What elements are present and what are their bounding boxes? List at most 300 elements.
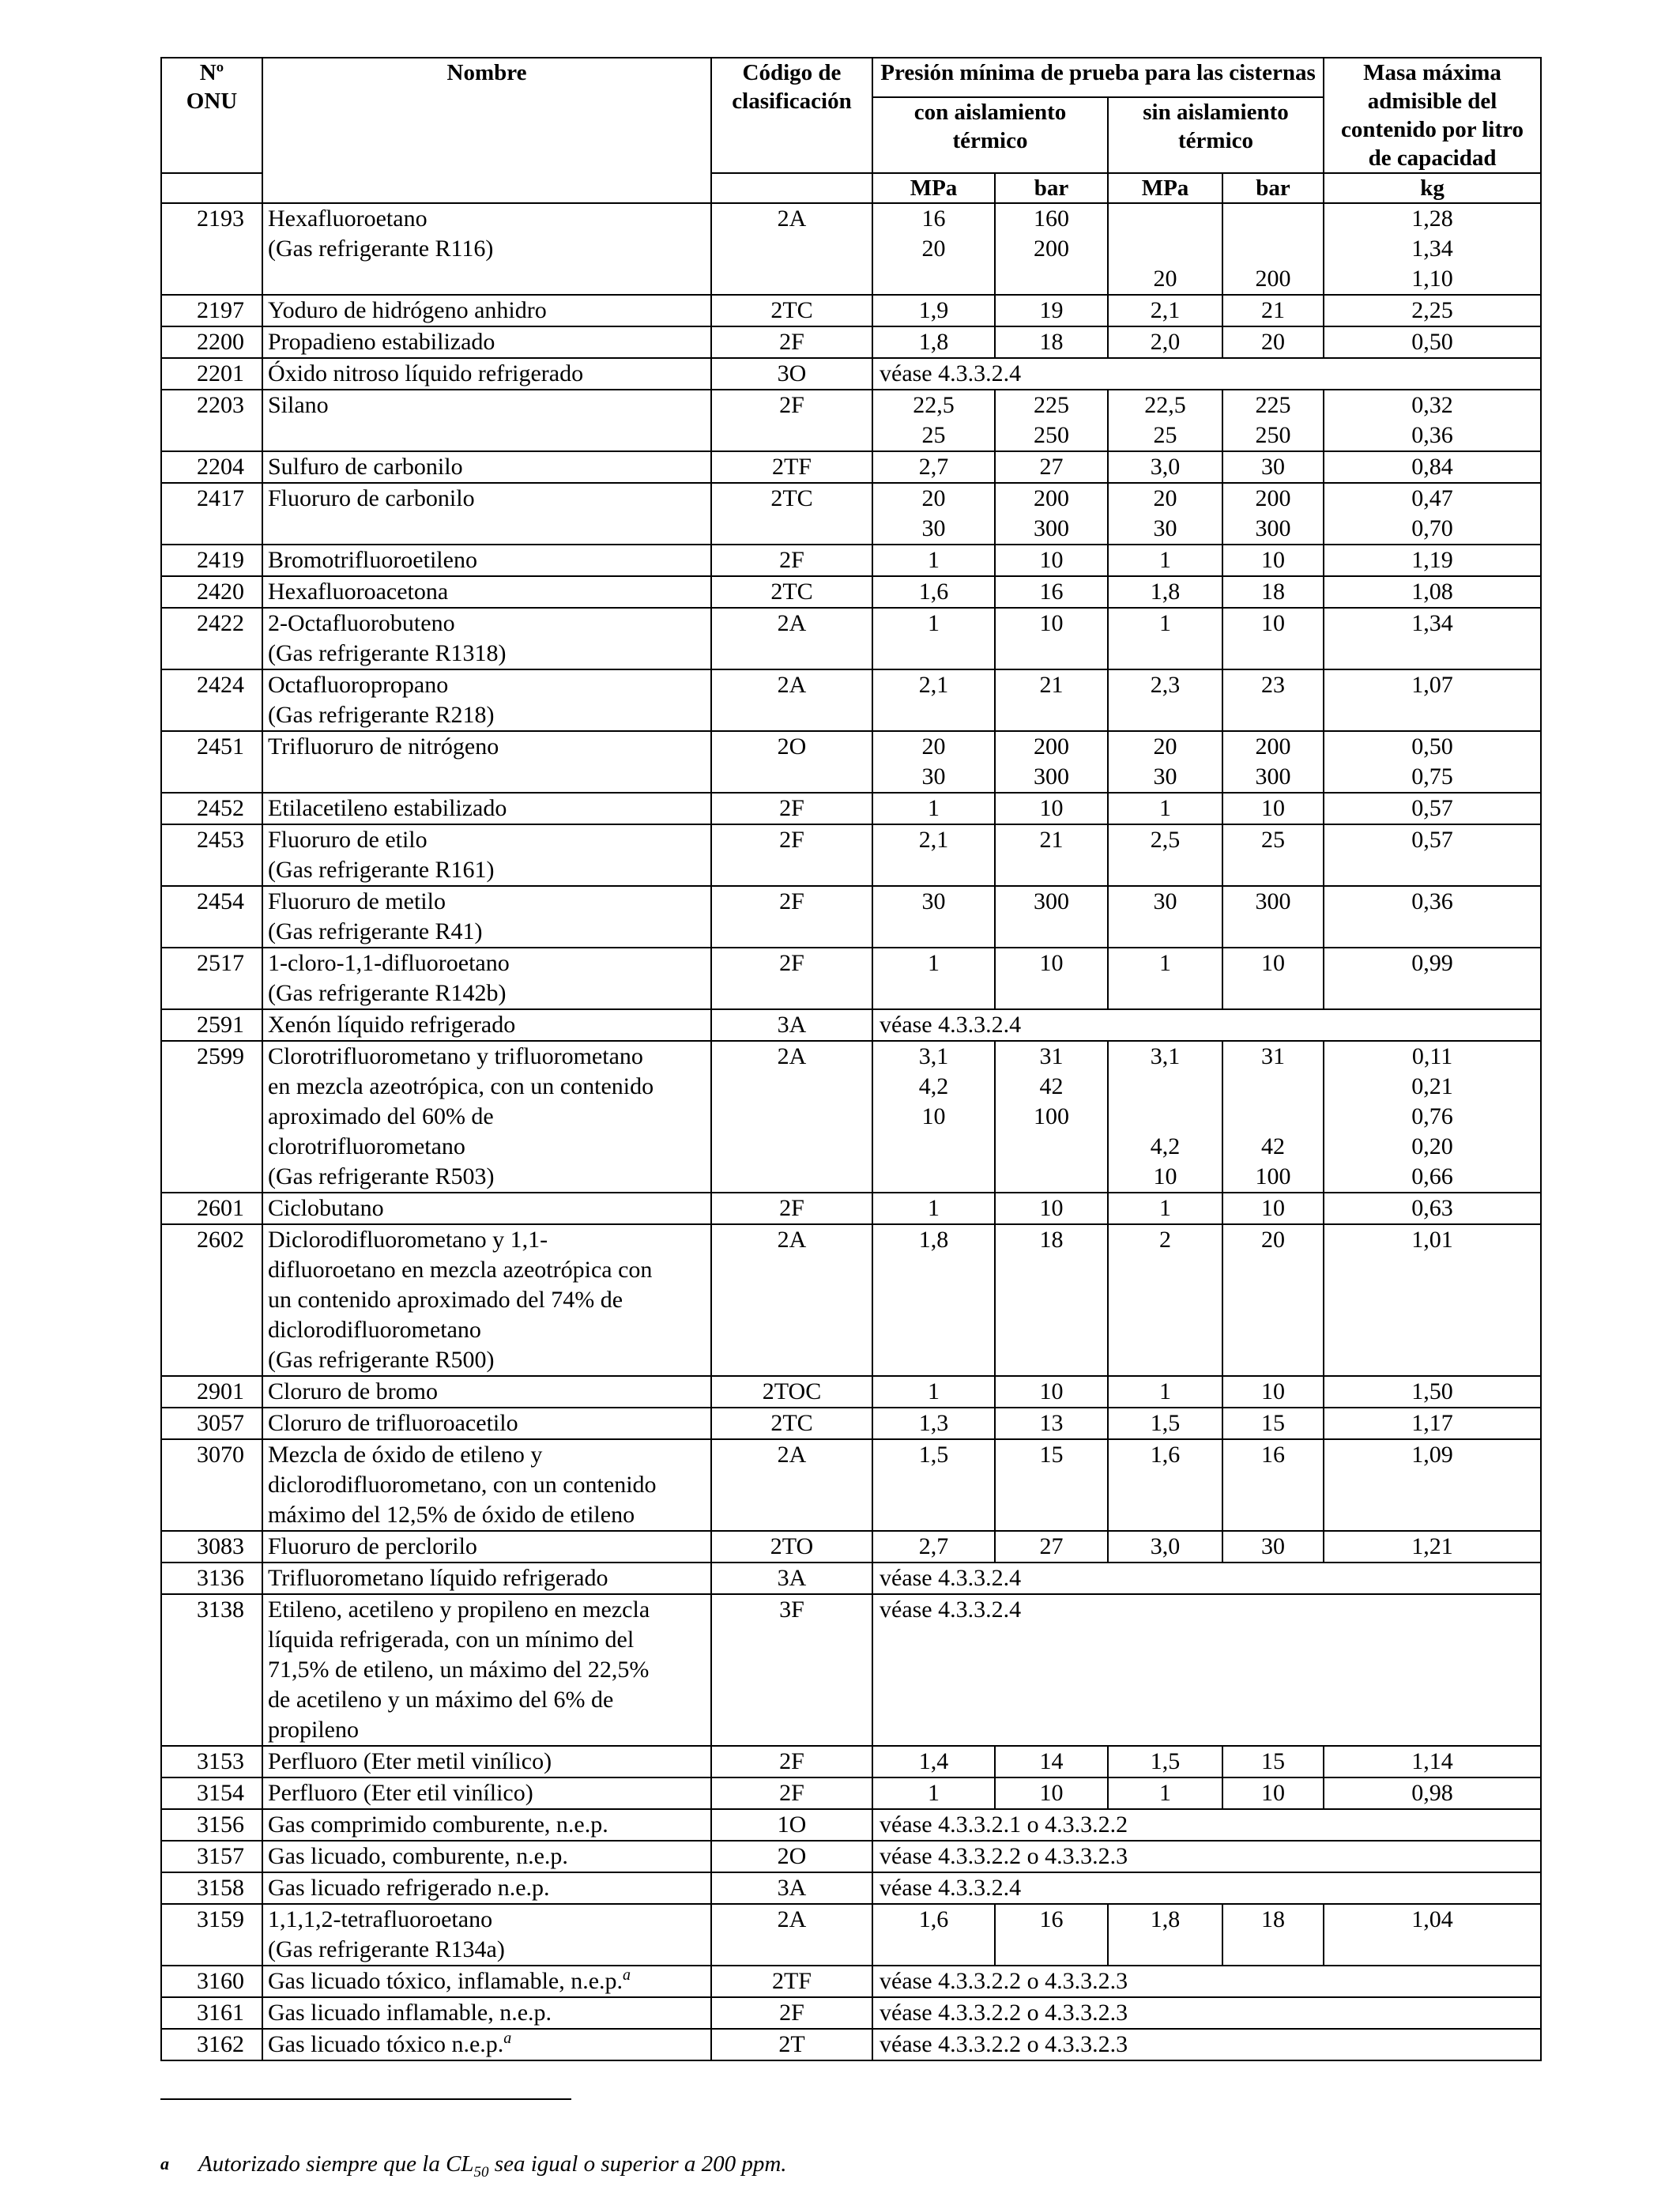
cell-con-bar: 300: [995, 886, 1108, 948]
cell-onu: 3162: [161, 2029, 262, 2060]
nombre-text: Gas licuado inflamable, n.e.p.: [268, 2000, 552, 2026]
header-nombre: Nombre: [262, 58, 711, 203]
header-sin-mpa: MPa: [1108, 173, 1222, 203]
cell-con-bar: 10: [995, 608, 1108, 669]
footnote-text-after: sea igual o superior a 200 ppm.: [488, 2151, 787, 2177]
nombre-text: Yoduro de hidrógeno anhidro: [268, 297, 547, 323]
cell-sin-bar: 10: [1222, 545, 1324, 576]
cell-reference: véase 4.3.3.2.1 o 4.3.3.2.2: [872, 1809, 1541, 1841]
table-row: [161, 295, 1541, 326]
cell-sin-mpa: 22,5 25: [1108, 390, 1222, 451]
footnote-subscript: 50: [473, 2163, 489, 2181]
cell-onu: 3083: [161, 1531, 262, 1563]
cell-sin-mpa: 20 30: [1108, 731, 1222, 793]
cell-reference: véase 4.3.3.2.2 o 4.3.3.2.3: [872, 1841, 1541, 1872]
cell-onu: 2203: [161, 390, 262, 451]
cell-con-mpa: 30: [872, 886, 995, 948]
cell-onu: 3057: [161, 1408, 262, 1439]
table-row: [161, 1531, 1541, 1563]
nombre-text: Sulfuro de carbonilo: [268, 454, 463, 480]
cell-codigo: 2F: [711, 1997, 872, 2029]
nombre-text: (Gas refrigerante R41): [268, 918, 483, 944]
nombre-line: [268, 296, 704, 326]
cell-codigo: 3A: [711, 1563, 872, 1594]
cell-kg: 0,98: [1324, 1777, 1541, 1809]
cell-onu: 2601: [161, 1193, 262, 1224]
cell-con-bar: 18: [995, 1224, 1108, 1376]
cell-nombre: [262, 948, 711, 1009]
nombre-line: [268, 359, 704, 389]
cell-sin-mpa: 20 30: [1108, 483, 1222, 545]
nombre-line: [268, 1810, 704, 1840]
nombre-text: Octafluoropropano: [268, 672, 449, 698]
nombre-line: [268, 1408, 704, 1438]
cell-codigo: 2A: [711, 608, 872, 669]
cell-nombre: [262, 1777, 711, 1809]
cell-con-mpa: 2,1: [872, 824, 995, 886]
nombre-text: máximo del 12,5% de óxido de etileno: [268, 1502, 635, 1528]
nombre-line: [268, 917, 704, 947]
nombre-text: diclorodifluorometano: [268, 1317, 481, 1343]
cell-kg: 1,04: [1324, 1904, 1541, 1966]
cell-nombre: [262, 545, 711, 576]
header-codigo: Código de clasificación: [711, 58, 872, 173]
nombre-line: [268, 1072, 704, 1102]
cell-sin-mpa: 1: [1108, 948, 1222, 1009]
cell-sin-bar: 18: [1222, 576, 1324, 608]
cell-sin-mpa: 3,0: [1108, 451, 1222, 483]
cell-con-bar: 10: [995, 1777, 1108, 1809]
cell-sin-mpa: 1: [1108, 608, 1222, 669]
table-row: [161, 1408, 1541, 1439]
cell-codigo: 2F: [711, 1746, 872, 1777]
cell-nombre: [262, 1439, 711, 1531]
nombre-text: (Gas refrigerante R503): [268, 1163, 495, 1189]
cell-codigo: 2A: [711, 669, 872, 731]
cell-nombre: [262, 608, 711, 669]
cell-codigo: 2F: [711, 545, 872, 576]
nombre-line: [268, 1042, 704, 1072]
nombre-line: [268, 1966, 704, 1996]
cell-onu: 3070: [161, 1439, 262, 1531]
cell-sin-mpa: 1: [1108, 1193, 1222, 1224]
cell-onu: 2420: [161, 576, 262, 608]
cell-onu: 3159: [161, 1904, 262, 1966]
cell-sin-bar: 20: [1222, 1224, 1324, 1376]
cell-nombre: [262, 1376, 711, 1408]
cell-kg: 1,09: [1324, 1439, 1541, 1531]
nombre-text: Trifluorometano líquido refrigerado: [268, 1565, 608, 1591]
cell-sin-bar: 15: [1222, 1408, 1324, 1439]
cell-reference: véase 4.3.3.2.4: [872, 1594, 1541, 1746]
cell-onu: 2599: [161, 1041, 262, 1193]
cell-sin-mpa: 1,6: [1108, 1439, 1222, 1531]
cell-con-mpa: 1,9: [872, 295, 995, 326]
nombre-line: [268, 1998, 704, 2028]
nombre-line: [268, 545, 704, 575]
footnote-text-before: Autorizado siempre que la CL: [198, 2151, 474, 2177]
cell-reference: véase 4.3.3.2.4: [872, 1563, 1541, 1594]
nombre-line: [268, 670, 704, 700]
cell-onu: 2424: [161, 669, 262, 731]
cell-codigo: 2O: [711, 731, 872, 793]
cell-onu: 3161: [161, 1997, 262, 2029]
table-row: [161, 948, 1541, 1009]
cell-codigo: 2TF: [711, 1966, 872, 1997]
cell-con-mpa: 1,6: [872, 576, 995, 608]
cell-kg: 1,34: [1324, 608, 1541, 669]
table-row: [161, 390, 1541, 451]
cell-sin-mpa: 2,3: [1108, 669, 1222, 731]
cell-con-mpa: 1,6: [872, 1904, 995, 1966]
nombre-text: Propadieno estabilizado: [268, 329, 495, 355]
nombre-text: Xenón líquido refrigerado: [268, 1012, 516, 1038]
nombre-line: [268, 639, 704, 669]
nombre-text: Fluoruro de carbonilo: [268, 485, 475, 511]
cell-codigo: 2F: [711, 824, 872, 886]
cell-nombre: [262, 1997, 711, 2029]
cell-sin-bar: 31 42 100: [1222, 1041, 1324, 1193]
cell-con-mpa: 1,5: [872, 1439, 995, 1531]
cell-codigo: 2TC: [711, 483, 872, 545]
cell-kg: 0,32 0,36: [1324, 390, 1541, 451]
cell-kg: 0,11 0,21 0,76 0,20 0,66: [1324, 1041, 1541, 1193]
nombre-text: Mezcla de óxido de etileno y: [268, 1442, 543, 1468]
cell-con-bar: 200 300: [995, 483, 1108, 545]
cell-nombre: [262, 295, 711, 326]
cell-nombre: [262, 793, 711, 824]
cell-onu: 2901: [161, 1376, 262, 1408]
cell-sin-mpa: 1,8: [1108, 576, 1222, 608]
cell-onu: 2602: [161, 1224, 262, 1376]
header-presion: Presión mínima de prueba para las cisternas: [872, 58, 1324, 97]
header-con-bar: bar: [995, 173, 1108, 203]
table-row: [161, 1746, 1541, 1777]
cell-con-mpa: 3,1 4,2 10: [872, 1041, 995, 1193]
cell-onu: 2201: [161, 358, 262, 390]
cell-onu: 3154: [161, 1777, 262, 1809]
header-onu: Nº ONU: [161, 58, 262, 173]
cell-kg: 1,14: [1324, 1746, 1541, 1777]
table-row: [161, 1009, 1541, 1041]
cell-codigo: 2T: [711, 2029, 872, 2060]
cell-codigo: 2TC: [711, 295, 872, 326]
cell-sin-mpa: 1,8: [1108, 1904, 1222, 1966]
cell-sin-bar: 30: [1222, 451, 1324, 483]
nombre-line: [268, 1747, 704, 1777]
cell-sin-bar: 10: [1222, 948, 1324, 1009]
cell-sin-bar: 300: [1222, 886, 1324, 948]
cell-sin-bar: 20: [1222, 326, 1324, 358]
cell-con-mpa: 1,3: [872, 1408, 995, 1439]
cell-reference: véase 4.3.3.2.4: [872, 358, 1541, 390]
nombre-text: 1,1,1,2-tetrafluoroetano: [268, 1906, 493, 1932]
table-row: [161, 793, 1541, 824]
nombre-text: 1-cloro-1,1-difluoroetano: [268, 950, 510, 976]
cell-nombre: [262, 483, 711, 545]
nombre-line: [268, 609, 704, 639]
cell-onu: 3157: [161, 1841, 262, 1872]
nombre-line: [268, 794, 704, 824]
cell-con-bar: 18: [995, 326, 1108, 358]
cell-nombre: [262, 2029, 711, 2060]
cell-sin-mpa: 1: [1108, 1777, 1222, 1809]
cell-nombre: [262, 203, 711, 295]
table-row: [161, 1041, 1541, 1193]
nombre-text: Cloruro de bromo: [268, 1378, 438, 1404]
cell-onu: 3138: [161, 1594, 262, 1746]
cell-nombre: [262, 1193, 711, 1224]
cell-con-bar: 31 42 100: [995, 1041, 1108, 1193]
cell-reference: véase 4.3.3.2.4: [872, 1009, 1541, 1041]
cell-con-bar: 13: [995, 1408, 1108, 1439]
nombre-text: (Gas refrigerante R116): [268, 236, 494, 262]
nombre-text: difluoroetano en mezcla azeotrópica con: [268, 1257, 653, 1283]
table-row: [161, 576, 1541, 608]
nombre-text: Gas licuado, comburente, n.e.p.: [268, 1843, 568, 1869]
cell-kg: 0,36: [1324, 886, 1541, 948]
cell-kg: 1,50: [1324, 1376, 1541, 1408]
cell-codigo: 2O: [711, 1841, 872, 1872]
cell-onu: 2419: [161, 545, 262, 576]
cell-sin-mpa: 20: [1108, 203, 1222, 295]
cell-sin-mpa: 3,1 4,2 10: [1108, 1041, 1222, 1193]
cell-con-mpa: 1: [872, 545, 995, 576]
cell-sin-bar: 10: [1222, 1777, 1324, 1809]
cell-sin-mpa: 1: [1108, 545, 1222, 576]
table-row: [161, 1997, 1541, 2029]
cell-con-bar: 10: [995, 545, 1108, 576]
cell-con-mpa: 2,1: [872, 669, 995, 731]
cell-reference: véase 4.3.3.2.2 o 4.3.3.2.3: [872, 1997, 1541, 2029]
nombre-text: Óxido nitroso líquido refrigerado: [268, 360, 584, 386]
nombre-text: clorotrifluorometano: [268, 1133, 465, 1159]
nombre-line: [268, 484, 704, 514]
table-row: [161, 731, 1541, 793]
cell-kg: 0,57: [1324, 824, 1541, 886]
table-row: [161, 1841, 1541, 1872]
cell-kg: 0,84: [1324, 451, 1541, 483]
cell-con-bar: 16: [995, 1904, 1108, 1966]
nombre-line: [268, 1132, 704, 1162]
nombre-line: [268, 1377, 704, 1407]
nombre-line: [268, 1225, 704, 1255]
cell-con-mpa: 1: [872, 793, 995, 824]
table-row: [161, 326, 1541, 358]
cell-onu: 2454: [161, 886, 262, 948]
cell-con-bar: 10: [995, 793, 1108, 824]
cell-con-bar: 225 250: [995, 390, 1108, 451]
nombre-line: [268, 1102, 704, 1132]
cell-con-bar: 14: [995, 1746, 1108, 1777]
cell-con-mpa: 2,7: [872, 451, 995, 483]
cell-codigo: 2F: [711, 886, 872, 948]
cell-codigo: 2A: [711, 1224, 872, 1376]
cell-codigo: 3F: [711, 1594, 872, 1746]
cell-nombre: [262, 451, 711, 483]
cell-kg: 2,25: [1324, 295, 1541, 326]
nombre-line: [268, 1655, 704, 1685]
nombre-text: un contenido aproximado del 74% de: [268, 1287, 623, 1313]
cell-sin-bar: 23: [1222, 669, 1324, 731]
cell-codigo: 2TOC: [711, 1376, 872, 1408]
nombre-line: [268, 1873, 704, 1903]
cell-codigo: 2A: [711, 203, 872, 295]
nombre-text: Silano: [268, 392, 329, 418]
nombre-text: Perfluoro (Eter metil vinílico): [268, 1748, 552, 1774]
nombre-line: [268, 1842, 704, 1872]
cell-kg: 1,08: [1324, 576, 1541, 608]
cell-codigo: 2TF: [711, 451, 872, 483]
cell-onu: 2451: [161, 731, 262, 793]
table-row: [161, 451, 1541, 483]
cell-nombre: [262, 669, 711, 731]
nombre-text: 71,5% de etileno, un máximo del 22,5%: [268, 1657, 650, 1683]
cell-kg: 0,50: [1324, 326, 1541, 358]
cell-codigo: 2F: [711, 793, 872, 824]
nombre-text: (Gas refrigerante R1318): [268, 640, 507, 666]
table-header: [161, 58, 1541, 203]
cell-onu: 2200: [161, 326, 262, 358]
header-con-aislamiento: con aislamiento térmico: [872, 97, 1108, 173]
footnote: [160, 2150, 1504, 2187]
nombre-line: [268, 1563, 704, 1593]
table-row: [161, 1777, 1541, 1809]
cell-sin-bar: 225 250: [1222, 390, 1324, 451]
nombre-line: [268, 1440, 704, 1470]
table-row: [161, 669, 1541, 731]
nombre-line: [268, 887, 704, 917]
cell-nombre: [262, 1563, 711, 1594]
cell-nombre: [262, 1009, 711, 1041]
cell-sin-bar: 21: [1222, 295, 1324, 326]
cell-reference: véase 4.3.3.2.2 o 4.3.3.2.3: [872, 1966, 1541, 1997]
cell-nombre: [262, 1531, 711, 1563]
cell-nombre: [262, 1809, 711, 1841]
table-row: [161, 2029, 1541, 2060]
cell-con-mpa: 1: [872, 1777, 995, 1809]
gas-tank-table: [160, 57, 1542, 2061]
table-row: [161, 358, 1541, 390]
cell-con-bar: 27: [995, 451, 1108, 483]
table-row: [161, 1376, 1541, 1408]
table-row: [161, 483, 1541, 545]
nombre-line: [268, 234, 704, 264]
nombre-line: [268, 2030, 704, 2060]
cell-codigo: 3A: [711, 1872, 872, 1904]
cell-con-mpa: 1: [872, 1376, 995, 1408]
cell-sin-mpa: 2,1: [1108, 295, 1222, 326]
cell-sin-bar: 10: [1222, 793, 1324, 824]
cell-nombre: [262, 326, 711, 358]
cell-reference: véase 4.3.3.2.4: [872, 1872, 1541, 1904]
nombre-line: [268, 1193, 704, 1223]
nombre-line: [268, 1010, 704, 1040]
nombre-text: Gas licuado tóxico n.e.p.: [268, 2031, 504, 2057]
cell-sin-mpa: 3,0: [1108, 1531, 1222, 1563]
cell-kg: 0,99: [1324, 948, 1541, 1009]
nombre-text: de acetileno y un máximo del 6% de: [268, 1687, 614, 1713]
cell-nombre: [262, 576, 711, 608]
cell-codigo: 1O: [711, 1809, 872, 1841]
nombre-line: [268, 1470, 704, 1500]
nombre-text: Fluoruro de etilo: [268, 827, 428, 853]
nombre-text: Fluoruro de perclorilo: [268, 1533, 477, 1559]
nombre-line: [268, 1345, 704, 1375]
cell-onu: 2422: [161, 608, 262, 669]
header-masa: Masa máxima admisible del contenido por litro de capacidad: [1324, 58, 1541, 173]
nombre-line: [268, 577, 704, 607]
cell-codigo: 2A: [711, 1904, 872, 1966]
cell-kg: 1,21: [1324, 1531, 1541, 1563]
cell-con-bar: 10: [995, 1376, 1108, 1408]
table-row: [161, 1809, 1541, 1841]
nombre-text: Hexafluoroetano: [268, 205, 428, 232]
table-row: [161, 1872, 1541, 1904]
cell-sin-mpa: 30: [1108, 886, 1222, 948]
cell-con-bar: 27: [995, 1531, 1108, 1563]
cell-onu: 2417: [161, 483, 262, 545]
cell-con-mpa: 1,8: [872, 326, 995, 358]
cell-onu: 2452: [161, 793, 262, 824]
nombre-text: Fluoruro de metilo: [268, 888, 446, 914]
cell-codigo: 2TO: [711, 1531, 872, 1563]
nombre-line: [268, 1625, 704, 1655]
nombre-text: (Gas refrigerante R142b): [268, 980, 507, 1006]
cell-con-mpa: 1,4: [872, 1746, 995, 1777]
cell-con-bar: 21: [995, 669, 1108, 731]
cell-onu: 2517: [161, 948, 262, 1009]
cell-con-mpa: 1: [872, 1193, 995, 1224]
header-onu-blank: [161, 173, 262, 203]
cell-sin-bar: 16: [1222, 1439, 1324, 1531]
cell-sin-bar: 30: [1222, 1531, 1324, 1563]
cell-kg: 0,63: [1324, 1193, 1541, 1224]
cell-kg: 0,47 0,70: [1324, 483, 1541, 545]
cell-sin-mpa: 2,0: [1108, 326, 1222, 358]
header-codigo-blank: [711, 173, 872, 203]
cell-codigo: 2F: [711, 1193, 872, 1224]
cell-onu: 2453: [161, 824, 262, 886]
cell-nombre: [262, 1041, 711, 1193]
footnote-ref: a: [623, 1966, 631, 1984]
nombre-text: (Gas refrigerante R161): [268, 857, 495, 883]
cell-con-bar: 16: [995, 576, 1108, 608]
nombre-text: Perfluoro (Eter etil vinílico): [268, 1780, 533, 1806]
cell-nombre: [262, 824, 711, 886]
cell-sin-mpa: 1: [1108, 1376, 1222, 1408]
nombre-line: [268, 825, 704, 855]
nombre-line: [268, 1500, 704, 1530]
nombre-text: Hexafluoroacetona: [268, 579, 449, 605]
nombre-line: [268, 1685, 704, 1715]
nombre-line: [268, 452, 704, 482]
cell-sin-mpa: 1: [1108, 793, 1222, 824]
nombre-text: Clorotrifluorometano y trifluorometano: [268, 1043, 643, 1069]
cell-nombre: [262, 1904, 711, 1966]
cell-con-mpa: 16 20: [872, 203, 995, 295]
table-body: [161, 203, 1541, 2060]
cell-sin-mpa: 1,5: [1108, 1408, 1222, 1439]
cell-codigo: 2F: [711, 326, 872, 358]
nombre-line: [268, 700, 704, 730]
cell-codigo: 2A: [711, 1041, 872, 1193]
cell-nombre: [262, 1224, 711, 1376]
cell-nombre: [262, 1746, 711, 1777]
cell-con-bar: 160 200: [995, 203, 1108, 295]
cell-con-bar: 10: [995, 1193, 1108, 1224]
nombre-text: Etilacetileno estabilizado: [268, 795, 507, 821]
